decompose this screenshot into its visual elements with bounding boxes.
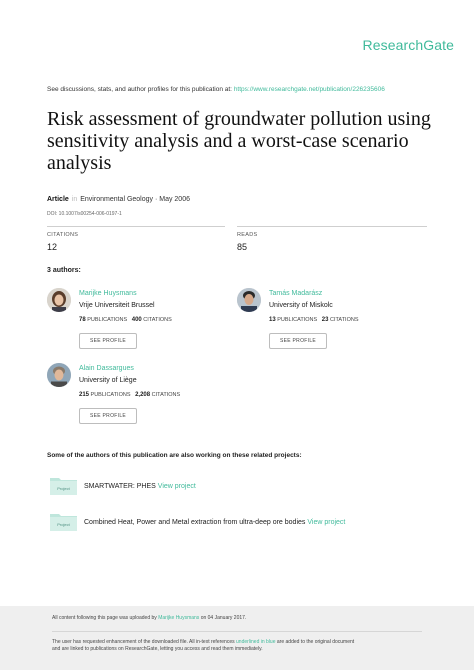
reads-count: 85 — [237, 242, 248, 252]
publications-label: PUBLICATIONS — [90, 392, 131, 398]
notice-text: See discussions, stats, and author profiles for this publication at: — [47, 86, 232, 93]
researchgate-logo[interactable]: ResearchGate — [362, 37, 454, 53]
article-type: Article — [47, 196, 69, 203]
projects-heading: Some of the authors of this publication are also working on these related projects: — [47, 452, 302, 459]
publications-count: 215 — [79, 392, 90, 398]
publications-count: 78 — [79, 317, 86, 323]
avatar[interactable] — [237, 288, 261, 312]
author-stats — [79, 392, 180, 398]
folder-label: Project — [57, 486, 70, 491]
author-name[interactable]: Alain Dassargues — [79, 365, 134, 372]
author-institution: Vrije Universiteit Brussel — [79, 302, 155, 309]
project-name: Combined Heat, Power and Metal extraction from ultra-deep ore bodies — [84, 519, 306, 526]
avatar[interactable] — [47, 288, 71, 312]
project-name: SMARTWATER: PHES — [84, 483, 156, 490]
doi: DOI: 10.1007/s00254-006-0197-1 — [47, 211, 122, 217]
author-citations-count: 400 — [131, 317, 142, 323]
reads-label: READS — [237, 232, 258, 238]
discussion-notice — [47, 86, 385, 93]
author-citations-label: CITATIONS — [329, 317, 359, 323]
project-item — [84, 519, 345, 526]
project-folder-icon[interactable] — [50, 512, 77, 536]
author-citations-count: 23 — [321, 317, 329, 323]
footer-divider — [52, 631, 422, 632]
journal-date: Environmental Geology · May 2006 — [80, 196, 190, 203]
author-photo-icon — [237, 288, 261, 312]
meta-separator: in — [71, 196, 78, 203]
enhancement-text-2: are added to the original document — [276, 639, 355, 645]
upload-notice — [52, 615, 246, 621]
enhancement-text: The user has requested enhancement of the downloaded file. All in-text references — [52, 639, 235, 645]
view-project-link[interactable]: View project — [157, 483, 196, 490]
avatar[interactable] — [47, 363, 71, 387]
see-profile-button[interactable]: SEE PROFILE — [79, 408, 137, 424]
author-institution: University of Miskolc — [269, 302, 333, 309]
author-stats — [79, 317, 172, 323]
upload-suffix: on 04 January 2017. — [200, 615, 247, 621]
citations-label: CITATIONS — [47, 232, 79, 238]
author-citations-label: CITATIONS — [151, 392, 181, 398]
reads-divider — [237, 226, 427, 227]
project-item — [84, 483, 196, 490]
author-institution: University of Liège — [79, 377, 137, 384]
authors-heading: 3 authors: — [47, 267, 81, 274]
upload-prefix: All content following this page was uploaded by — [52, 615, 157, 621]
project-folder-icon[interactable] — [50, 476, 77, 500]
publications-label: PUBLICATIONS — [277, 317, 318, 323]
folder-label: Project — [57, 522, 70, 527]
author-citations-label: CITATIONS — [143, 317, 172, 323]
author-photo-icon — [47, 288, 71, 312]
author-photo-icon — [47, 363, 71, 387]
enhancement-text-3: and are linked to publications on ResearchGate, letting you access and read them immediately. — [52, 646, 263, 652]
view-project-link[interactable]: View project — [307, 519, 346, 526]
author-name[interactable]: Tamás Madarász — [269, 290, 323, 297]
paper-meta — [47, 196, 190, 203]
uploader-link[interactable]: Marijke Huysmans — [158, 615, 200, 621]
paper-title: Risk assessment of groundwater pollution using sensitivity analysis and a worst-case scenario analysis — [47, 108, 431, 174]
author-name[interactable]: Marijke Huysmans — [79, 290, 137, 297]
enhancement-notice — [52, 639, 354, 653]
publications-label: PUBLICATIONS — [87, 317, 128, 323]
publications-count: 13 — [269, 317, 276, 323]
see-profile-button[interactable]: SEE PROFILE — [79, 333, 137, 349]
author-stats — [269, 317, 359, 323]
citations-divider — [47, 226, 225, 227]
see-profile-button[interactable]: SEE PROFILE — [269, 333, 327, 349]
underlined-link[interactable]: underlined in blue — [236, 639, 276, 645]
author-citations-count: 2,208 — [135, 392, 151, 398]
publication-link[interactable]: https://www.researchgate.net/publication/226235606 — [233, 86, 385, 93]
citations-count: 12 — [47, 242, 58, 252]
